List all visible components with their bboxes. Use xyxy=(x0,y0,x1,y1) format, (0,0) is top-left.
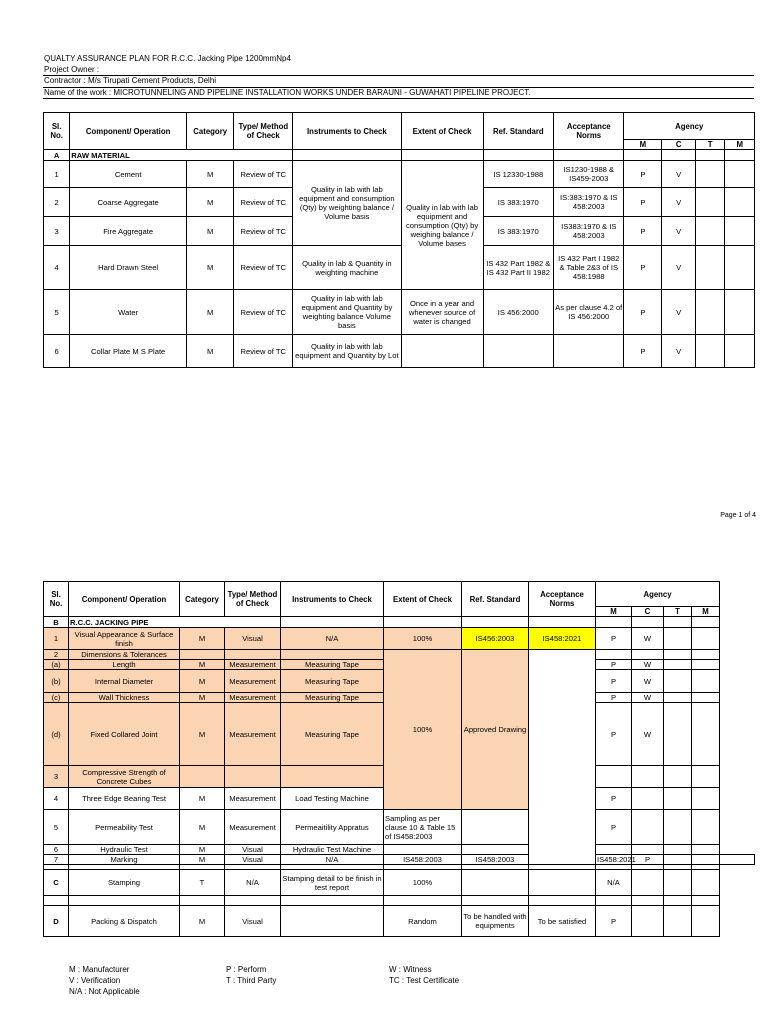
cell-agency-c: W xyxy=(632,703,664,766)
cell-category: M xyxy=(187,246,234,290)
cell-category: T xyxy=(180,870,225,896)
cell-component: Fixed Collared Joint xyxy=(69,703,180,766)
cell-component: Packing & Dispatch xyxy=(69,906,180,937)
cell-component: Three Edge Bearing Test xyxy=(69,788,180,810)
cell-extent: Sampling as per clause 10 & Table 15 of IS458:2003 xyxy=(384,810,462,845)
cell-component: Compressive Strength of Concrete Cubes xyxy=(69,766,180,788)
cell-type: Review of TC xyxy=(234,217,293,246)
project-owner: Project Owner : xyxy=(43,65,754,77)
cell-type: Measurement xyxy=(225,670,281,693)
table-row xyxy=(44,628,755,650)
cell-type: Review of TC xyxy=(234,161,293,188)
cell-component: Dimensions & Tolerances xyxy=(69,650,180,660)
col-agency-c: C xyxy=(632,607,664,617)
table-row xyxy=(44,650,755,660)
cell-component: Hard Drawn Steel xyxy=(70,246,187,290)
cell-agency-c: V xyxy=(662,188,696,217)
legend-item: W : Witness xyxy=(389,965,432,974)
col-acceptance: Acceptance Norms xyxy=(554,113,624,150)
cell-agency-m: P xyxy=(624,335,662,368)
cell-agency-m: P xyxy=(624,290,662,335)
table-row xyxy=(44,855,755,865)
cell-category: M xyxy=(187,161,234,188)
legend-item: M : Manufacturer xyxy=(69,965,130,974)
cell-instruments: Measuring Tape xyxy=(281,660,384,670)
cell-sl: 5 xyxy=(44,290,70,335)
cell-sl: C xyxy=(44,870,69,896)
cell-sl: 3 xyxy=(44,217,70,246)
legend-col-2 xyxy=(226,964,276,986)
cell-type: Measurement xyxy=(225,660,281,670)
cell-component: Length xyxy=(69,660,180,670)
cell-agency-c: V xyxy=(662,161,696,188)
cell-category: M xyxy=(187,335,234,368)
cell-agency-c: W xyxy=(632,628,664,650)
cell-component: Visual Appearance & Surface finish xyxy=(69,628,180,650)
col-sl: Sl. No. xyxy=(44,582,69,617)
section-title: R.C.C. JACKING PIPE xyxy=(69,617,281,628)
cell-ref: IS 12330-1988 xyxy=(483,161,553,188)
cell-acceptance: IS:383:1970 & IS 458:2003 xyxy=(554,188,624,217)
cell-category: M xyxy=(180,660,225,670)
cell-category: M xyxy=(187,290,234,335)
legend-item: P : Perform xyxy=(226,965,267,974)
cell-instruments: Measuring Tape xyxy=(281,670,384,693)
cell-agency-m: P xyxy=(624,188,662,217)
cell-type: Review of TC xyxy=(234,188,293,217)
cell-ref: IS 456:2000 xyxy=(483,290,553,335)
col-ref: Ref. Standard xyxy=(483,113,553,150)
cell-instruments: Stamping detail to be finish in test report xyxy=(281,870,384,896)
cell-agency-c: V xyxy=(662,335,696,368)
cell-instruments: Permeaitility Appratus xyxy=(281,810,384,845)
cell-agency-c: V xyxy=(662,217,696,246)
cell-type: Measurement xyxy=(225,693,281,703)
cell-instruments: Quality in lab & Quantity in weighting machine xyxy=(293,246,401,290)
cell-instruments: Measuring Tape xyxy=(281,693,384,703)
section-row xyxy=(44,617,755,628)
cell-ref: IS 383:1970 xyxy=(483,217,553,246)
cell-type: Measurement xyxy=(225,810,281,845)
section-title: RAW MATERIAL xyxy=(70,150,293,161)
contractor: Contractor : M/s Tirupati Cement Products, Delhi xyxy=(43,76,754,88)
qap-table-raw-material xyxy=(43,112,755,368)
cell-agency-c: V xyxy=(662,246,696,290)
cell-instruments: Load Testing Machine xyxy=(281,788,384,810)
cell-extent: 100% xyxy=(384,628,462,650)
cell-agency-m: N/A xyxy=(596,870,632,896)
cell-extent: IS458:2003 xyxy=(384,855,462,865)
cell-sl: 2 xyxy=(44,650,69,660)
cell-component: Stamping xyxy=(69,870,180,896)
cell-sl: 4 xyxy=(44,246,70,290)
cell-sl: 1 xyxy=(44,161,70,188)
cell-sl: (b) xyxy=(44,670,69,693)
cell-sl: 5 xyxy=(44,810,69,845)
col-ref: Ref. Standard xyxy=(462,582,529,617)
cell-agency-m: P xyxy=(596,906,632,937)
cell-extent: Random xyxy=(384,906,462,937)
cell-category: M xyxy=(180,855,225,865)
table-row xyxy=(44,870,755,896)
cell-ref: IS456:2003 xyxy=(462,628,529,650)
cell-type: Review of TC xyxy=(234,290,293,335)
legend-col-3 xyxy=(389,964,459,986)
doc-title: QUALTY ASSURANCE PLAN FOR R.C.C. Jacking Pipe 1200mmNp4 xyxy=(44,54,291,63)
col-instruments: Instruments to Check xyxy=(293,113,401,150)
col-acceptance: Acceptance Norms xyxy=(529,582,596,617)
cell-category: M xyxy=(187,188,234,217)
col-category: Category xyxy=(187,113,234,150)
cell-sl: (c) xyxy=(44,693,69,703)
page-number: Page 1 of 4 xyxy=(720,512,756,519)
cell-agency-m: P xyxy=(632,855,664,865)
document-header xyxy=(43,54,754,99)
cell-instruments: Measuring Tape xyxy=(281,703,384,766)
cell-category: M xyxy=(180,670,225,693)
cell-instruments: Quality in lab with lab equipment and Quantity by weighting balance Volume basis xyxy=(293,290,401,335)
cell-instruments: Quality in lab with lab equipment and Quantity by Lot xyxy=(293,335,401,368)
col-agency-m: M xyxy=(596,607,632,617)
table-row xyxy=(44,161,755,188)
col-instruments: Instruments to Check xyxy=(281,582,384,617)
cell-instruments: Hydraulic Test Machine xyxy=(281,845,384,855)
cell-type: Visual xyxy=(225,628,281,650)
cell-extent: Once in a year and whenever source of water is changed xyxy=(401,290,483,335)
cell-agency-m: P xyxy=(596,788,632,810)
col-agency-t: T xyxy=(695,140,724,150)
qap-table-jacking-pipe xyxy=(43,581,755,937)
cell-sl: 7 xyxy=(44,855,69,865)
section-code: A xyxy=(44,150,70,161)
col-agency: Agency xyxy=(624,113,755,140)
cell-ref: IS 383:1970 xyxy=(483,188,553,217)
cell-acceptance: IS458:2021 xyxy=(529,628,596,650)
legend-item: T : Third Party xyxy=(226,976,277,985)
cell-category: M xyxy=(180,810,225,845)
cell-sl: 4 xyxy=(44,788,69,810)
cell-component: Water xyxy=(70,290,187,335)
cell-component: Wall Thickness xyxy=(69,693,180,703)
cell-type: Review of TC xyxy=(234,246,293,290)
cell-extent: Quality in lab with lab equipment and consumption (Qty) by weighing balance / Volume bases xyxy=(401,161,483,290)
cell-acceptance: IS383:1970 & IS 458:2003 xyxy=(554,217,624,246)
cell-category: M xyxy=(180,703,225,766)
section-code: B xyxy=(44,617,69,628)
cell-agency-c: W xyxy=(632,693,664,703)
cell-agency-m: P xyxy=(596,670,632,693)
col-agency-m: M xyxy=(624,140,662,150)
cell-agency-m: P xyxy=(624,161,662,188)
cell-type: Measurement xyxy=(225,788,281,810)
col-agency-m2: M xyxy=(692,607,720,617)
cell-agency-m: P xyxy=(624,246,662,290)
cell-type: Measurement xyxy=(225,703,281,766)
legend-item: N/A : Not Applicable xyxy=(69,987,140,996)
table-row xyxy=(44,290,755,335)
col-extent: Extent of Check xyxy=(401,113,483,150)
cell-component: Coarse Aggregate xyxy=(70,188,187,217)
cell-sl: 1 xyxy=(44,628,69,650)
table-row xyxy=(44,906,755,937)
cell-agency-m: P xyxy=(596,703,632,766)
col-agency-t: T xyxy=(664,607,692,617)
cell-component: Internal Diameter xyxy=(69,670,180,693)
table-row xyxy=(44,246,755,290)
col-category: Category xyxy=(180,582,225,617)
col-type: Type/ Method of Check xyxy=(234,113,293,150)
col-sl: Sl. No. xyxy=(44,113,70,150)
cell-category: M xyxy=(187,217,234,246)
cell-category: M xyxy=(180,628,225,650)
cell-ref: To be handled with equipments xyxy=(462,906,529,937)
cell-component: Hydraulic Test xyxy=(69,845,180,855)
legend-item: V : Verification xyxy=(69,976,121,985)
legend-col-1 xyxy=(69,964,140,997)
col-component: Component/ Operation xyxy=(69,582,180,617)
col-extent: Extent of Check xyxy=(384,582,462,617)
cell-instruments: Quality in lab with lab equipment and consumption (Qty) by weighting balance / Volume basis xyxy=(293,161,401,246)
cell-type: Visual xyxy=(225,855,281,865)
cell-acceptance: IS 432 Part I 1982 & Table 2&3 of IS 458:1988 xyxy=(554,246,624,290)
cell-extent: 100% xyxy=(384,650,462,810)
cell-extent: 100% xyxy=(384,870,462,896)
cell-acceptance: As per clause 4.2 of IS 456:2000 xyxy=(554,290,624,335)
cell-category: M xyxy=(180,693,225,703)
cell-component: Cement xyxy=(70,161,187,188)
col-component: Component/ Operation xyxy=(70,113,187,150)
legend-item: TC : Test Certificate xyxy=(389,976,460,985)
cell-ref: Approved Drawing xyxy=(462,650,529,810)
cell-sl: 6 xyxy=(44,845,69,855)
cell-component: Fire Aggregate xyxy=(70,217,187,246)
cell-sl: (a) xyxy=(44,660,69,670)
cell-instruments: N/A xyxy=(281,855,384,865)
cell-acceptance: To be satisfied xyxy=(529,906,596,937)
cell-ref: IS 432 Part 1982 & IS 432 Part II 1982 xyxy=(483,246,553,290)
cell-agency-m: P xyxy=(596,810,632,845)
cell-category: M xyxy=(180,845,225,855)
cell-sl: 6 xyxy=(44,335,70,368)
cell-type: Visual xyxy=(225,845,281,855)
cell-instruments: N/A xyxy=(281,628,384,650)
col-agency: Agency xyxy=(596,582,720,607)
cell-component: Permeability Test xyxy=(69,810,180,845)
cell-category: M xyxy=(180,788,225,810)
table-row xyxy=(44,845,755,855)
cell-category: M xyxy=(180,906,225,937)
cell-type: Visual xyxy=(225,906,281,937)
cell-type: N/A xyxy=(225,870,281,896)
work-name: Name of the work : MICROTUNNELING AND PIPELINE INSTALLATION WORKS UNDER BARAUNI - GUWAHATI PIPELINE PROJECT. xyxy=(43,88,754,100)
cell-sl: 3 xyxy=(44,766,69,788)
cell-agency-c: V xyxy=(662,290,696,335)
cell-sl: 2 xyxy=(44,188,70,217)
table-row xyxy=(44,810,755,845)
col-agency-m2: M xyxy=(725,140,755,150)
cell-acceptance: IS1230-1988 & IS459-2003 xyxy=(554,161,624,188)
col-type: Type/ Method of Check xyxy=(225,582,281,617)
cell-agency-c: W xyxy=(632,670,664,693)
section-row xyxy=(44,150,755,161)
cell-sl: D xyxy=(44,906,69,937)
cell-agency-m: P xyxy=(596,628,632,650)
cell-agency-m: P xyxy=(596,693,632,703)
cell-component: Marking xyxy=(69,855,180,865)
cell-sl: (d) xyxy=(44,703,69,766)
cell-acceptance: IS458:2021 xyxy=(597,855,636,864)
col-agency-c: C xyxy=(662,140,696,150)
cell-type: Review of TC xyxy=(234,335,293,368)
cell-agency-m: P xyxy=(624,217,662,246)
cell-component: Collar Plate M S Plate xyxy=(70,335,187,368)
cell-agency-m: P xyxy=(596,660,632,670)
cell-agency-c: W xyxy=(632,660,664,670)
table-row xyxy=(44,335,755,368)
cell-ref: IS458:2003 xyxy=(462,855,529,865)
